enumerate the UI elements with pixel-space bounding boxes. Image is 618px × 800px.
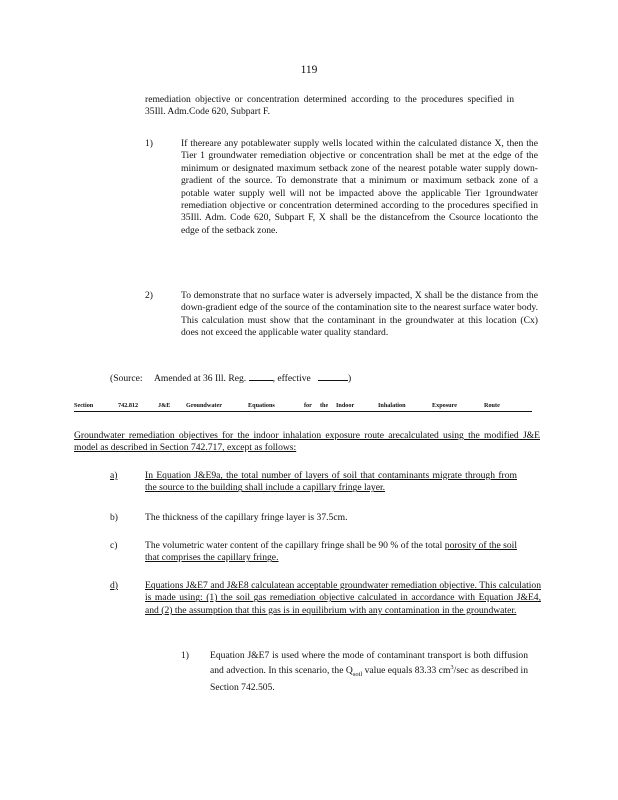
heading-section-number: 742.812 xyxy=(118,402,139,409)
sub-sub-item-1-paragraph xyxy=(210,650,528,694)
heading-word: Exposure xyxy=(432,402,457,409)
item-2-label: 2) xyxy=(145,290,153,301)
source-note xyxy=(110,372,351,384)
heading-section-word: Section xyxy=(74,402,94,409)
section-intro-text: Groundwater remediation objectives for the indoor inhalation exposure route arecalculated using the modified J&E model as described in Section 742.717, except as follows: xyxy=(74,430,540,454)
item-2-paragraph xyxy=(181,290,538,340)
sub-item-d-text: Equations J&E7 and J&E8 calculatean acceptable groundwater remediation objective. This calculation is made using: (1) the soil gas remediation objective calculated in accordance with Equation J&E4, and (2) the assumption that this gas is in equilibrium with any contamination in the groundwater. xyxy=(145,580,541,616)
cubic-superscript: 3 xyxy=(450,664,454,672)
heading-word: Equations xyxy=(248,402,275,409)
source-middle: , effective xyxy=(272,373,311,384)
heading-word: the xyxy=(320,402,329,409)
sub-item-c-paragraph xyxy=(145,540,517,565)
sub-item-d-label: d) xyxy=(110,580,118,591)
heading-word: J&E xyxy=(158,402,171,409)
item-1-text: If thereare any potablewater supply wells located within the calculated distance X, then the Tier 1 groundwater remediation objective or concentration shall be met at the edge of the minimum or designated maximum setback zone of the nearest potable water supply down-gradient of the source. To demonstrate that a minimum or maximum setback zone of a potable water supply well will not be impacted above the applicable Tier 1groundwater remediation objective or concentration determined according to the procedures specified in 35Ill. Adm. Code 620, Subpart F, X shall be the distancefrom the Csource locationto the edge of the setback zone. xyxy=(181,138,538,236)
q-soil-subscript: soil xyxy=(352,671,363,679)
heading-word: Groundwater xyxy=(186,402,222,409)
sub-item-d-paragraph xyxy=(145,580,541,617)
item-1-label: 1) xyxy=(145,138,153,149)
date-blank xyxy=(318,372,348,381)
intro-paragraph xyxy=(145,94,514,119)
sub-item-a-label: a) xyxy=(110,470,118,481)
reg-blank xyxy=(249,372,273,381)
sub-sub-item-1-label: 1) xyxy=(181,650,189,661)
item-2-text: To demonstrate that no surface water is adversely impacted, X shall be the distance from the down-gradient edge of the source of the contamination site to the nearest surface water body. This calculation must show that the contaminant in the groundwater at this location (Cx) does not exceed the applicable water quality standard. xyxy=(181,290,538,339)
intro-text: remediation objective or concentration determined according to the procedures specified in 35Ill. Adm.Code 620, Subpart F. xyxy=(145,94,514,118)
heading-word: Indoor xyxy=(336,402,355,409)
section-intro-paragraph xyxy=(74,430,540,455)
sub-item-a-text: In Equation J&E9a, the total number of layers of soil that contaminants migrate through from the source to the building shall include a capillary fringe layer. xyxy=(145,470,517,494)
sub-item-c-text-underlined: porosity of the soil that comprises the capillary fringe. xyxy=(145,540,517,564)
source-prefix: (Source: xyxy=(110,373,143,384)
sub-item-c-text xyxy=(145,540,517,565)
heading-word: for xyxy=(304,402,312,409)
sub-item-c-text-plain: The volumetric water content of the capillary fringe shall be 90 % of the total xyxy=(145,540,443,551)
heading-word: Route xyxy=(484,402,500,409)
source-text: Amended at 36 Ill. Reg. xyxy=(153,373,247,384)
sub-item-a-paragraph xyxy=(145,470,517,495)
sub-item-b-paragraph xyxy=(145,512,517,524)
sub-item-b-text: The thickness of the capillary fringe layer is 37.5cm. xyxy=(145,512,348,523)
sub-item-b-label: b) xyxy=(110,512,118,523)
page-number: 119 xyxy=(300,64,318,76)
equation-text-after: /sec as described in Section 742.505. xyxy=(210,665,529,693)
equation-text-before: Equation J&E7 is used where the mode of contaminant transport is both diffusion and advection. In this scenario, the Q xyxy=(210,650,528,677)
equation-text-middle: value equals 83.33 cm xyxy=(362,665,451,677)
item-1-paragraph xyxy=(181,138,538,237)
sub-item-c-label: c) xyxy=(110,540,118,551)
heading-word: Inhalation xyxy=(378,402,406,409)
source-suffix: ) xyxy=(347,373,352,384)
section-heading xyxy=(74,402,532,412)
sub-sub-item-1-text xyxy=(210,650,528,694)
